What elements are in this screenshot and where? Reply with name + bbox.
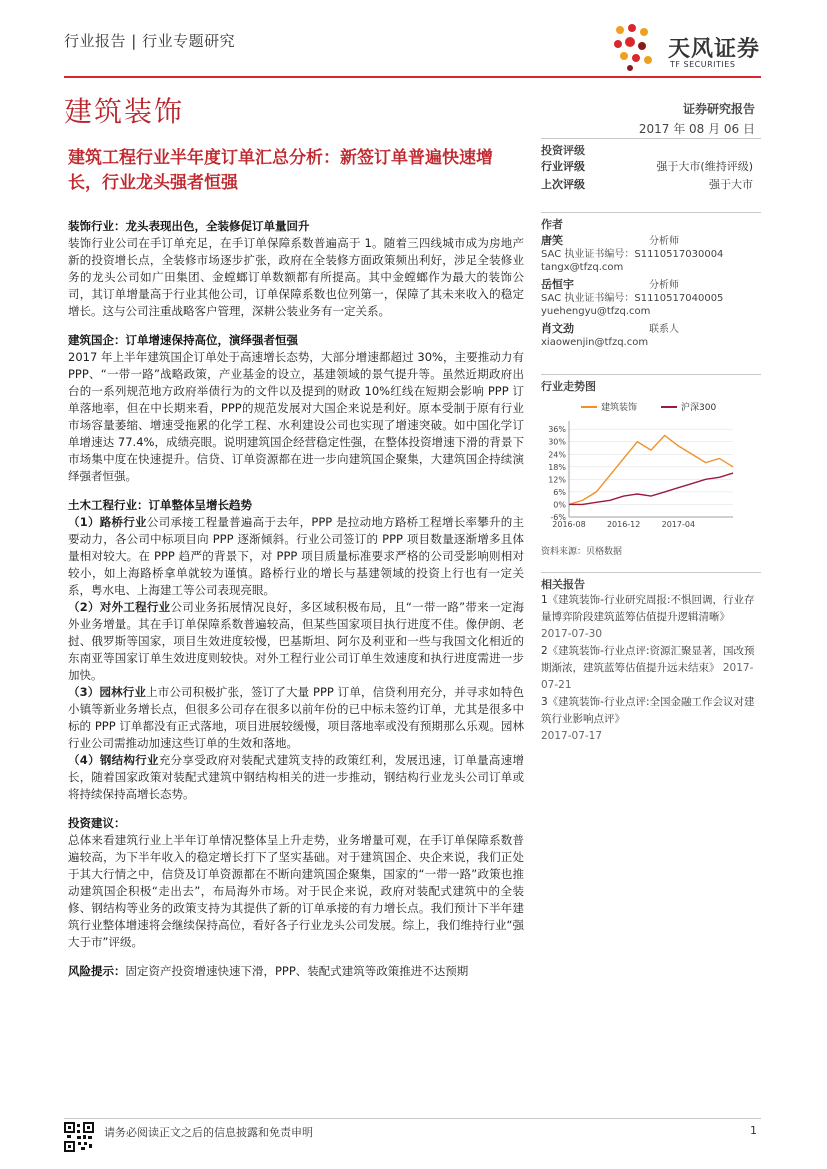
related-item[interactable]	[541, 694, 761, 745]
prev-rating-label: 上次评级	[541, 178, 585, 191]
author-entry	[541, 278, 761, 318]
y-tick-label: 36%	[548, 425, 566, 435]
main-body	[68, 218, 524, 980]
prev-rating-value: 强于大市	[709, 178, 753, 191]
author-email[interactable]: yuehengyu@tfzq.com	[541, 306, 651, 317]
footer-disclaimer: 请务必阅读正文之后的信息披露和免责申明	[104, 1126, 313, 1139]
authors-heading: 作者	[541, 212, 761, 230]
y-tick-label: 12%	[548, 475, 566, 485]
page-number: 1	[750, 1124, 757, 1137]
invest-heading: 投资建议：	[68, 816, 126, 830]
related-item[interactable]	[541, 643, 761, 694]
legend-label: 建筑装饰	[601, 403, 638, 413]
author-name: 肖文劲	[541, 322, 574, 335]
steel-paragraph: （4）钢结构行业充分享受政府对装配式建筑支持的政策红利，发展迅速，订单量高速增长，随着国家政策对装配式建筑中钢结构相关的进一步推动，钢结构行业龙头公司订单或将持续保持高增长态势。	[68, 753, 524, 801]
chart-source: 资料来源：贝格数据	[541, 547, 623, 557]
rating-heading: 投资评级	[541, 138, 761, 156]
qr-code-icon	[64, 1122, 94, 1152]
logo-dots-icon	[608, 18, 664, 74]
decoration-heading: 装饰行业：龙头表现出色，全装修促订单量回升	[68, 219, 310, 233]
report-type: 证券研究报告	[682, 102, 755, 116]
report-title: 建筑工程行业半年度订单汇总分析：新签订单普遍快速增长，行业龙头强者恒强	[68, 148, 493, 193]
rating-row-current	[541, 156, 761, 174]
road-paragraph: （1）路桥行业公司承接工程量普遍高于去年，PPP 是拉动地方路桥工程增长率攀升的主要动力，各公司中标项目向 PPP 逐渐倾斜。行业公司签订的 PPP 项目数量逐渐增多且体量相对较大。在 PPP 趋严的背景下，对 PPP 项目质量标准要求严格的公司受影响则相对较小，如上海路桥拿单就较为谨慎。路桥行业的增长与基建领域的投资上行也有一定关系，粤水电、上海建工等公司表现亮眼。	[68, 515, 524, 597]
author-email[interactable]: tangx@tfzq.com	[541, 262, 624, 273]
overseas-paragraph: （2）对外工程行业公司业务拓展情况良好，多区域积极布局，且“一带一路”带来一定海外业务增量。其在手订单保障系数普遍较高，但某些国家项目执行进度不佳。像伊朗、老挝、俄罗斯等国家，项目生效进度较慢，巴基斯坦、阿尔及利亚和一些与我国文化相近的东南亚等国家订单生效进度则较快。对外工程行业公司订单生效速度和执行进度需进一步加快。	[68, 600, 524, 682]
soe-body: 2017 年上半年建筑国企订单处于高速增长态势，大部分增速都超过 30%，主要推动力有 PPP、“一带一路”战略政策，产业基金的设立，基建领域的景气提升等。虽然近期政府出台的一系列规范地方政府举债行为的文件以及提到的财政 10%红线在短期会影响 PPP 订单落地率，但在中长期来看，PPP的规范发展对大国企来说是利好。原本受制于原有行业市场容量萎缩、增速受拖累的化学工程、水利建设公司也实现了增速突破。如中国化学订单增速达 77.4%，成绩亮眼。说明建筑国企经营稳定性强，在整体投资增速下滑的背景下市场集中度在快速提升。信贷、订单资源都在进一步向建筑国企聚集，大建筑国企持续演绎强者恒强。	[68, 350, 524, 483]
x-tick-label: 2016-08	[552, 520, 586, 529]
author-email[interactable]: xiaowenjin@tfzq.com	[541, 337, 649, 348]
soe-heading: 建筑国企：订单增速保持高位，演绎强者恒强	[68, 333, 298, 347]
decoration-body: 装饰行业公司在手订单充足，在手订单保障系数普遍高于 1。随着三四线城市成为房地产新的投资增长点，全装修市场逐步扩张，政府在全装修方面政策频出利好，涉足全装修业务的龙头公司如广田集团、金螳螂订单数额都有所提高。其中金螳螂作为最大的装饰公司，其订单增量高于行业其他公司，订单保障系数也位列第一，保障了其未来收入的稳定增长。这与公司注重战略客户管理，深耕公装业务有一定关系。	[68, 236, 524, 318]
y-tick-label: 0%	[553, 500, 566, 510]
report-date: 2017 年 08 月 06 日	[638, 122, 755, 136]
y-tick-label: 24%	[548, 450, 566, 460]
related-date: 2017-07-17	[541, 730, 603, 742]
footer-rule	[64, 1118, 761, 1119]
trend-block	[541, 374, 761, 392]
related-title[interactable]: 3《建筑装饰-行业点评:全国金融工作会议对建筑行业影响点评》	[541, 696, 755, 725]
author-entry	[541, 234, 761, 274]
y-tick-label: -6%	[550, 513, 566, 522]
rating-value: 强于大市(维持评级)	[656, 160, 753, 173]
author-license: SAC 执业证书编号：S1110517030004	[541, 249, 724, 260]
related-heading: 相关报告	[541, 572, 761, 590]
report-kind: 行业报告 | 行业专题研究	[64, 32, 236, 50]
invest-body: 总体来看建筑行业上半年订单情况整体呈上升走势，业务增量可观，在手订单保障系数普遍较高，为下半年收入的稳定增长打下了坚实基础。对于建筑国企、央企来说，我们正处于其大行情之中，信贷及订单资源都在不断向建筑国企聚集，国家的“一带一路”政策也推动建筑国企积极“走出去”，布局海外市场。对于民企来说，政府对装配式建筑中的全装修、钢结构等业务的政策支持为其提供了新的订单承接的有力增长点。我们预计下半年建筑行业整体增速将会继续保持高位，看好各子行业龙头公司发展。综上，我们维持行业“强大于市”评级。	[68, 833, 524, 949]
related-date: 2017-07-21	[541, 662, 754, 691]
series-line	[569, 435, 733, 504]
y-tick-label: 30%	[548, 437, 566, 447]
sector-title: 建筑装饰	[64, 95, 185, 128]
author-name: 岳恒宇	[541, 278, 574, 291]
civil-heading: 土木工程行业：订单整体呈增长趋势	[68, 498, 252, 512]
related-title[interactable]: 2《建筑装饰-行业点评:资源汇聚显著，国改预期渐浓，建筑蓝筹估值提升远未结束》	[541, 645, 755, 674]
author-entry	[541, 322, 761, 349]
rating-row-previous	[541, 174, 761, 192]
author-license: SAC 执业证书编号：S1110517040005	[541, 293, 724, 304]
x-tick-label: 2017-04	[661, 520, 696, 529]
y-tick-label: 18%	[548, 462, 566, 472]
author-role: 联系人	[649, 324, 679, 335]
related-date: 2017-07-30	[541, 628, 603, 640]
series-line	[569, 473, 733, 504]
author-name: 唐笑	[541, 234, 563, 247]
related-item[interactable]	[541, 592, 761, 643]
logo-en-text: TF SECURITIES	[670, 60, 736, 69]
tf-securities-logo	[608, 18, 778, 76]
logo-cn-text: 天风证券	[668, 37, 761, 62]
related-block	[541, 572, 761, 745]
x-tick-label: 2016-12	[606, 520, 641, 529]
garden-paragraph: （3）园林行业上市公司积极扩张，签订了大量 PPP 订单，信贷利用充分，并寻求如特色小镇等新业务增长点，但很多公司存在很多以前年份的已中标未签约订单，尤其是很多中标的 PPP 订单都没有正式落地，项目进展较缓慢，项目落地率或没有预期那么乐观。园林行业公司需推动加速这些订单的生效和落地。	[68, 685, 524, 750]
author-role: 分析师	[649, 280, 679, 291]
rating-label: 行业评级	[541, 160, 585, 173]
legend-label: 沪深300	[681, 403, 717, 413]
author-role: 分析师	[649, 236, 679, 247]
y-tick-label: 6%	[553, 487, 566, 497]
risk-paragraph: 风险提示：固定资产投资增速快速下滑，PPP、装配式建筑等政策推进不达预期	[68, 964, 469, 978]
rating-block	[541, 138, 761, 192]
trend-heading: 行业走势图	[541, 374, 761, 392]
authors-block	[541, 212, 761, 349]
related-title[interactable]: 1《建筑装饰-行业研究周报:不惧回调，行业存量博弈阶段建筑蓝筹估值提升逻辑清晰》	[541, 594, 755, 623]
trend-chart	[541, 395, 741, 540]
header-rule	[64, 76, 761, 78]
